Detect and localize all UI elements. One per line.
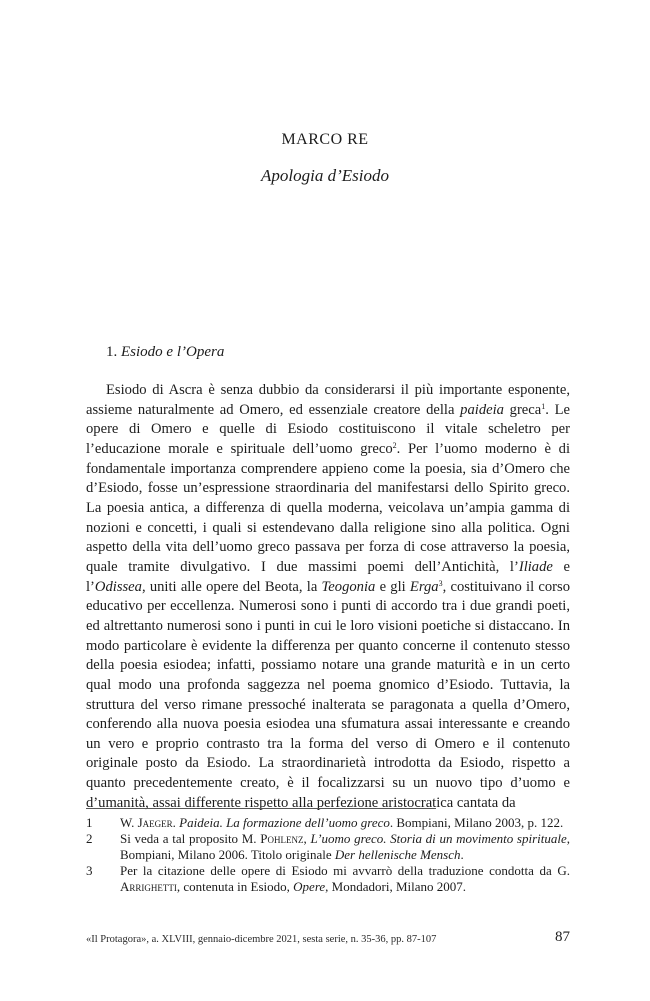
text-run: , contenuta in Esiodo, <box>176 879 294 894</box>
text-run: Esiodo di Ascra è senza dubbio da considerarsi il più importante esponente, assieme naturalmente ad Omero, ed essenziale creatore della <box>86 382 570 418</box>
footnote-ref-1[interactable]: 1 <box>541 401 546 411</box>
body-paragraph <box>86 381 570 813</box>
text-run: , <box>303 831 311 846</box>
footnote <box>86 831 570 863</box>
text-run: . Bompiani, Milano 2003, p. 122. <box>389 815 564 830</box>
text-run: . Le opere di Omero e quelle di Esiodo costituiscono il vitale scheletro per l’educazione morale e spirituale dell’uomo greco <box>86 401 570 457</box>
footnote-divider <box>86 808 436 809</box>
italic-term: Erga <box>409 578 439 595</box>
footnote-author: Arrighetti <box>120 879 177 894</box>
text-run: , uniti alle opere del Beota, la <box>141 578 322 595</box>
text-run: . Per l’uomo moderno è di fondamentale importanza comprendere appieno come la poesia, sia d’Omero che d’Esiodo, fosse un’espressione straordinaria del manifestarsi dello Spirito greco. La poesia antica, a differenza di quella moderna, veicolava un’ampia gamma di nozioni e concetti, i quali si estendevano dalla religione sino alla politica. Ogni aspetto della vita dell’uomo greco passava per forza di cose attraverso la poesia, quale tramite divulgativo. I due massimi poemi dell’Antichità, l’ <box>86 440 570 575</box>
italic-term: Odissea <box>94 578 142 595</box>
text-run: e l’ <box>86 558 570 595</box>
text-run: , Bompiani, Milano 2006. Titolo originale <box>120 831 570 862</box>
footnote-text <box>120 863 570 895</box>
text-run: . <box>172 815 180 830</box>
footnote-number: 3 <box>86 863 93 878</box>
footnote-number: 2 <box>86 831 93 846</box>
footnote-work-title: L’uomo greco. Storia di un movimento spirituale <box>310 831 567 846</box>
section-title: Esiodo e l’Opera <box>121 344 225 360</box>
text-run: Per la citazione delle opere di Esiodo mi avvarrò della traduzione condotta da G. <box>120 863 570 878</box>
footnote-author: Pohlenz <box>260 831 304 846</box>
italic-term: Teogonia <box>321 578 376 595</box>
text-run: , costituivano il corso educativo per eccellenza. Numerosi sono i punti di accordo tra i due grandi poeti, ed altrettanto numerosi sono i punti in cui le loro visioni poetiche si distaccano. In modo particolare è evidente la differenza per quanto concerne il contenuto stesso della poesia esiodea; infatti, possiamo notare una grande maturità e in un certo qual modo una profonda saggezza nel poema gnomico d’Esiodo. Tuttavia, la struttura del verso rimane pressoché inalterata se paragonata a quella d’Omero, conferendo alla nuova poesia esiodea una sfumatura assai interessante e creando un vero e proprio contrasto tra la forma del verso di Omero e il contenuto originale posto da Esiodo. La straordinarietà introdotta da Esiodo, rispetto a quanto precedentemente creato, è il focalizzarsi su un nuovo tipo d’uomo e d’umanità, assai differente rispetto alla perfezione aristocratica cantata da <box>86 578 570 811</box>
page-number: 87 <box>555 929 570 945</box>
footnote <box>86 863 570 895</box>
italic-term: Iliade <box>518 558 553 575</box>
text-run: , Mondadori, Milano 2007. <box>325 879 466 894</box>
text-run: e gli <box>375 578 410 595</box>
journal-citation: «Il Protagora», a. XLVIII, gennaio-dicembre 2021, sesta serie, n. 35-36, pp. 87-107 <box>86 934 437 945</box>
text-run: greca <box>503 401 542 418</box>
footnote-author: W. Jaeger <box>120 815 173 830</box>
text-run: Si veda a tal proposito M. <box>120 831 261 846</box>
footnote <box>86 815 570 831</box>
article-author: MARCO RE <box>281 131 369 148</box>
section-heading <box>106 344 224 361</box>
italic-term: paideia <box>460 401 504 418</box>
text-run: . <box>460 847 464 862</box>
section-number: 1. <box>106 344 118 360</box>
footnote-work-title: Opere <box>293 879 326 894</box>
footnote-ref-2[interactable]: 2 <box>392 440 397 450</box>
footnote-text <box>120 831 570 863</box>
footnote-original-title: Der hellenische Mensch <box>334 847 461 862</box>
footnote-work-title: Paideia. La formazione dell’uomo greco <box>179 815 390 830</box>
footnote-ref-3[interactable]: 3 <box>438 578 443 588</box>
footnotes <box>86 815 570 895</box>
article-title: Apologia d’Esiodo <box>261 166 389 185</box>
footnote-number: 1 <box>86 815 93 830</box>
footnote-text <box>120 815 570 831</box>
